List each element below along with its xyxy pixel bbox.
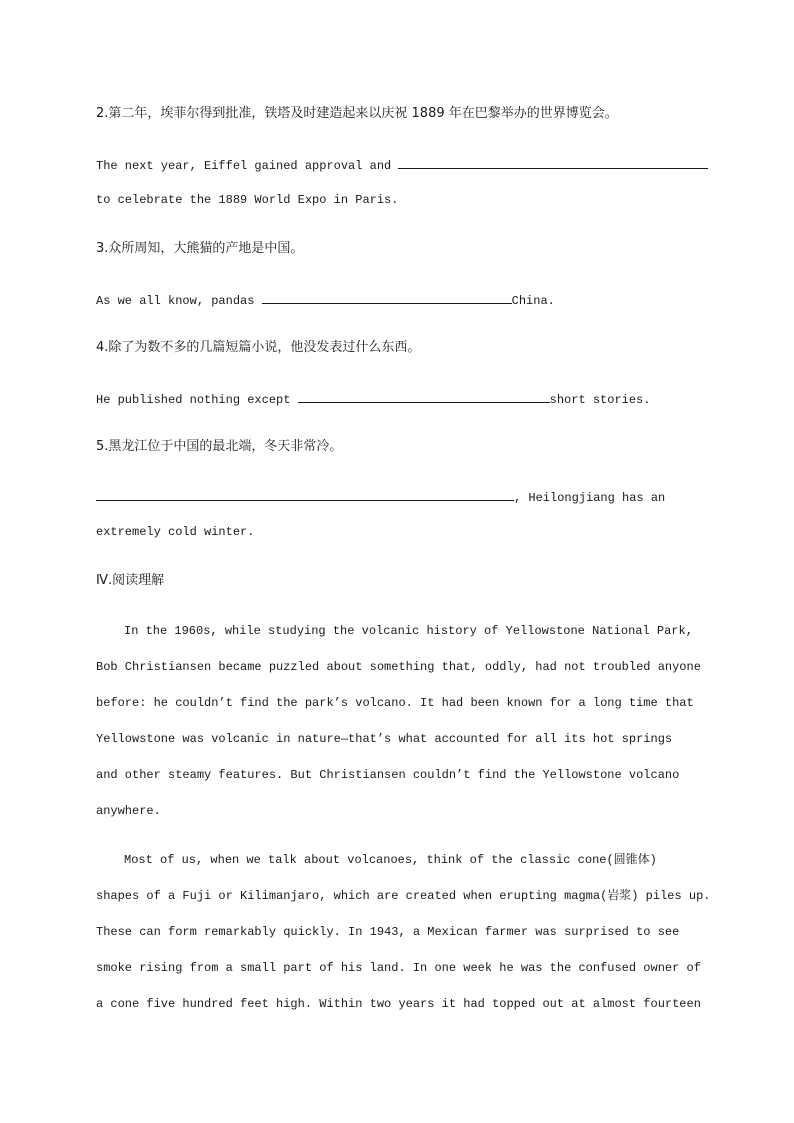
passage-p1-line-6: anywhere. — [96, 804, 161, 818]
question-4-sentence — [96, 390, 650, 408]
passage-p2-line-3: These can form remarkably quickly. In 1943, a Mexican farmer was surprised to see — [96, 925, 680, 939]
question-3-sentence — [96, 291, 555, 309]
question-5-answer-blank[interactable] — [96, 488, 514, 501]
question-3-prompt: 3.众所周知，大熊猫的产地是中国。 — [96, 241, 304, 256]
question-3-sentence-end: China. — [511, 294, 555, 308]
passage-p1-line-5: and other steamy features. But Christiansen couldn’t find the Yellowstone volcano — [96, 768, 680, 782]
question-2-sentence-line-2: to celebrate the 1889 World Expo in Paris. — [96, 193, 399, 207]
question-5-prompt: 5.黑龙江位于中国的最北端，冬天非常冷。 — [96, 439, 343, 454]
question-4-prompt: 4.除了为数不多的几篇短篇小说，他没发表过什么东西。 — [96, 340, 421, 355]
passage-p1-line-2: Bob Christiansen became puzzled about something that, oddly, had not troubled anyone — [96, 660, 701, 674]
question-3-sentence-start: As we all know, pandas — [96, 294, 262, 308]
passage-p1-line-4: Yellowstone was volcanic in nature—that’s what accounted for all its hot springs — [96, 732, 673, 746]
passage-p2-line-2: shapes of a Fuji or Kilimanjaro, which are created when erupting magma(岩浆) piles up. — [96, 889, 711, 903]
question-5-sentence-line-1 — [96, 488, 665, 506]
passage-p1-line-3: before: he couldn’t find the park’s volcano. It had been known for a long time that — [96, 696, 694, 710]
passage-p1-line-1: In the 1960s, while studying the volcanic history of Yellowstone National Park, — [124, 624, 693, 638]
question-5-sentence-end: , Heilongjiang has an — [514, 491, 666, 505]
question-2-prompt: 2.第二年，埃菲尔得到批准，铁塔及时建造起来以庆祝 1889 年在巴黎举办的世界博览会。 — [96, 106, 618, 121]
passage-p2-line-1: Most of us, when we talk about volcanoes, think of the classic cone(圆锥体) — [124, 853, 657, 867]
passage-p2-line-4: smoke rising from a small part of his land. In one week he was the confused owner of — [96, 961, 701, 975]
section-title: Ⅳ.阅读理解 — [96, 573, 165, 588]
question-4-sentence-end: short stories. — [549, 393, 651, 407]
question-5-sentence-line-2: extremely cold winter. — [96, 525, 255, 539]
question-4-sentence-start: He published nothing except — [96, 393, 298, 407]
question-2-sentence-line-1 — [96, 156, 708, 174]
question-4-answer-blank[interactable] — [298, 390, 550, 403]
passage-p2-line-5: a cone five hundred feet high. Within two years it had topped out at almost fourteen — [96, 997, 701, 1011]
question-2-sentence-start: The next year, Eiffel gained approval and — [96, 159, 399, 173]
question-2-answer-blank[interactable] — [398, 156, 708, 169]
question-3-answer-blank[interactable] — [262, 291, 512, 304]
